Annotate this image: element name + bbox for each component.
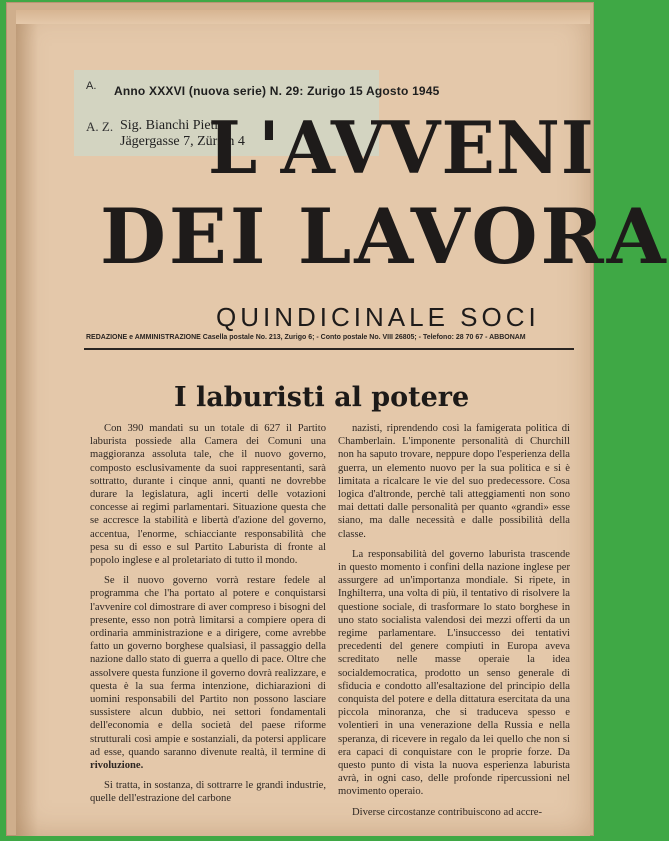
- masthead-title-line1: L'AVVENI: [208, 104, 595, 191]
- article-column-left: [90, 422, 326, 826]
- paragraph: La responsabilità del governo laburista trascende in questo momento i confini della nazione inglese per assurgere ad un'importanza mondiale. Si ripete, in Inghilterra, una volta di più, il tentativo di risolvere la questione sociale, di trasformare lo stato borghese in uno stato socialista valendosi dei mezzi offerti da un regime parlamentare. L'insuccesso dei tentativi precedenti del genere compiuti in Europa aveva screditato nelle masse operaie la idea socialdemocratica, prodotto un senso generale di sfiducia e condotto all'esaltazione del principio della conquista del potere e della dittatura esercitata da una piccola minoranza, che si traduceva spesso e volentieri in una venerazione della Russia e nella speranza, di ricevere in regalo da lei quello che non si era capaci di conquistare con le proprie forze. Da questo punto di vista la nuova esperienza laburista avrà, in ogni caso, delle profonde ripercussioni nel movimento operaio.: [338, 548, 570, 798]
- recipient-name: Sig. Bianchi Pietro: [120, 118, 227, 133]
- paragraph: [90, 574, 326, 772]
- paper-fold-edge: [16, 10, 590, 24]
- issue-line: Anno XXXVI (nuova serie) N. 29: Zurigo 15 Agosto 1945: [114, 84, 440, 98]
- paragraph: Si tratta, in sostanza, di sottrarre le grandi industrie, quelle dell'estrazione del carbone: [90, 780, 326, 805]
- paragraph-text: Se il nuovo governo vorrà restare fedele al programma che l'ha portato al potere e conquistarsi l'avvenire col dimostrare di aver compreso i bisogni del presente, esso non potrà limitarsi a compiere opera di ordinaria amministrazione e a dirigere, come avrebbe fatto un governo borghese qualsiasi, il passaggio della nazione dallo stato di guerra a quello di pace. Oltre che assolvere questa funzione il governo dovrà realizzare, e questa è la sua ferma intenzione, dichiarazioni di uomini responsabili del Partito non possono lasciare sussistere alcun dubbio, nei settori fondamentali dell'economia e della società del paese riforme strutturali così ampie e sostanziali, da potersi applicare ad esse, quando saranno divenute realtà, il termine di: [90, 575, 326, 758]
- emphasis-word: rivoluzione.: [90, 760, 144, 772]
- header-rule: [84, 348, 574, 350]
- masthead-subtitle: QUINDICINALE SOCI: [216, 302, 540, 332]
- masthead-title-line2: DEI LAVORA: [100, 192, 669, 281]
- label-prefix: A.: [86, 80, 97, 92]
- article-column-right: [338, 422, 570, 826]
- paragraph: Con 390 mandati su un totale di 627 il Partito laburista possiede alla Camera dei Comuni una maggioranza assoluta tale, che il nuovo governo, composto esclusivamente da suoi rappresentanti, sarà sottratto, durante i cinque anni, quanti ne dovrebbe durare la legislatura, agli incerti delle votazioni concesse ai regimi parlamentari. Situazione questa che se accresce la stabilità e libertà d'azione del governo, accentua, l'enorme, schiacciante responsabilità che pesa su di esso e sul Partito Laburista di fronte al popolo inglese e al proletariato di tutto il mondo.: [90, 423, 326, 567]
- label-az-code: A. Z.: [86, 119, 114, 134]
- article-headline: I laburisti al potere: [174, 382, 470, 413]
- paragraph: nazisti, riprendendo così la famigerata politica di Chamberlain. L'imponente personalità di Churchill non ha saputo trovare, neppure dopo l'esperienza della guerra, un elemento nuovo per la sua politica e si è limitata a ricalcare le vie del suo predecessore. Cosa logica d'altronde, perchè tali atteggiamenti non sono mai dettati dalle personalità per quanto «grandi» esse siano, ma dalle necessità e dalle possibilità della classe.: [338, 423, 570, 540]
- recipient-street: Jägergasse 7, Zürich 4: [120, 134, 245, 149]
- paragraph: Diverse circostanze contribuiscono ad accre-: [352, 806, 543, 818]
- redazione-line: REDAZIONE e AMMINISTRAZIONE Casella postale No. 213, Zurigo 6; - Conto postale No. VIII 26805; - Telefono: 28 70 67 - ABBONAM: [86, 334, 526, 341]
